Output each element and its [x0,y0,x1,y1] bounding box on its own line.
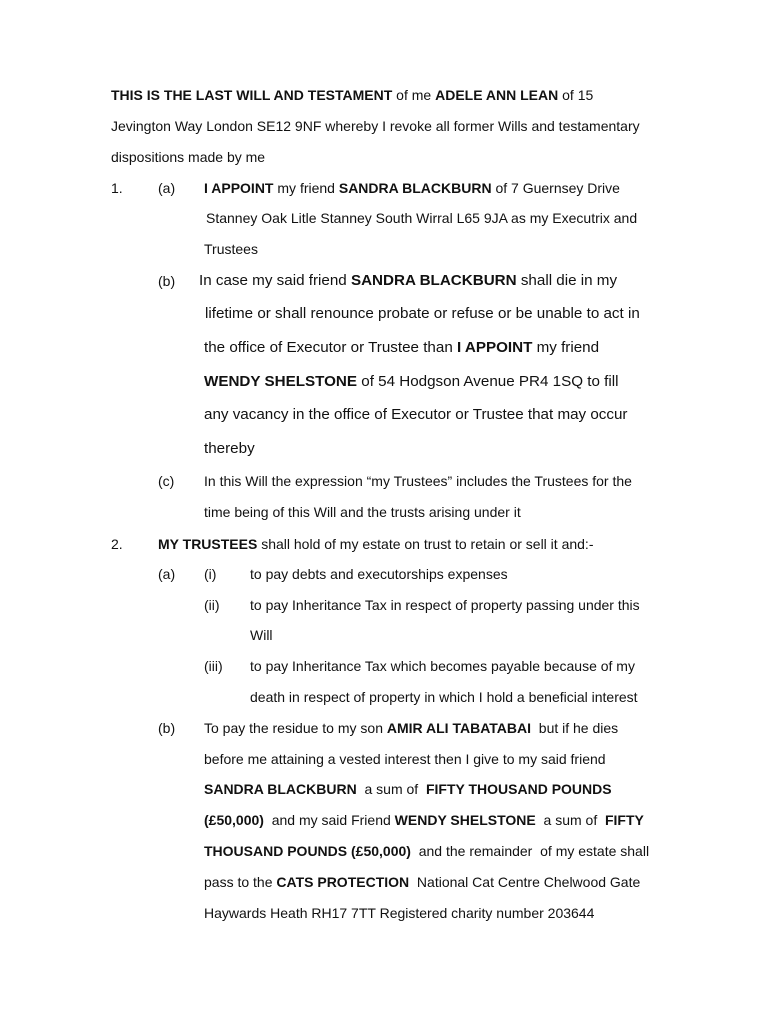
clause-1a-line-1: I APPOINT my friend SANDRA BLACKBURN of 7 Guernsey Drive [204,180,620,196]
clause-1-number: 1. [111,180,123,196]
clause-2a-iii-line-1: to pay Inheritance Tax which becomes payable because of my [250,658,635,674]
clause-2b-line-1: To pay the residue to my son AMIR ALI TABATABAI but if he dies [204,720,619,736]
clause-2b-line-5: THOUSAND POUNDS (£50,000) and the remainder of my estate shall [204,843,650,859]
clause-2a-iii-label: (iii) [204,658,223,674]
clause-2b-label: (b) [158,720,176,736]
clause-1b-line-4: WENDY SHELSTONE of 54 Hodgson Avenue PR4 1SQ to fill [204,373,619,390]
charity-name: CATS PROTECTION [276,874,410,890]
clause-1b-line-3: the office of Executor or Trustee than I APPOINT my friend [204,339,600,356]
clause-2a-ii-line-1: to pay Inheritance Tax in respect of property passing under this [250,597,640,613]
clause-1c-line-1: In this Will the expression “my Trustees” includes the Trustees for the [204,473,632,489]
clause-2a-ii-label: (ii) [204,597,220,613]
clause-2b-line-7: Haywards Heath RH17 7TT Registered charity number 203644 [204,905,595,921]
clause-2a-i-line-1: to pay debts and executorships expenses [250,566,508,582]
clause-2a-i-label: (i) [204,566,217,582]
executrix-name: SANDRA BLACKBURN [338,180,492,196]
clause-1b-line-6: thereby [204,440,255,457]
clause-2-line-1: MY TRUSTEES shall hold of my estate on trust to retain or sell it and:- [158,536,594,552]
clause-1c-line-2: time being of this Will and the trusts arising under it [204,504,521,520]
clause-1b-line-2: lifetime or shall renounce probate or refuse or be unable to act in [205,305,640,322]
intro-line-1: THIS IS THE LAST WILL AND TESTAMENT of me ADELE ANN LEAN of 15 [111,87,594,103]
clause-1b-label: (b) [158,273,176,289]
clause-2b-line-4: (£50,000) and my said Friend WENDY SHELSTONE a sum of FIFTY [204,812,644,828]
clause-1a-line-2: Stanney Oak Litle Stanney South Wirral L65 9JA as my Executrix and [206,210,638,226]
clause-2a-label: (a) [158,566,176,582]
beneficiary-son-name: AMIR ALI TABATABAI [386,720,531,736]
second-executor-name: WENDY SHELSTONE [204,373,358,390]
clause-2a-iii-line-2: death in respect of property in which I hold a beneficial interest [250,689,638,705]
document-heading: THIS IS THE LAST WILL AND TESTAMENT [111,87,393,103]
clause-2b-line-2: before me attaining a vested interest then I give to my said friend [204,751,606,767]
clause-1b-line-5: any vacancy in the office of Executor or Trustee that may occur [204,406,628,423]
testator-name: ADELE ANN LEAN [435,87,559,103]
clause-2b-line-3: SANDRA BLACKBURN a sum of FIFTY THOUSAND POUNDS [204,781,612,797]
trustees-heading: MY TRUSTEES [158,536,258,552]
clause-1a-line-3: Trustees [204,241,258,257]
intro-line-2: Jevington Way London SE12 9NF whereby I revoke all former Wills and testamentary [111,118,640,134]
clause-1c-label: (c) [158,473,175,489]
intro-line-3: dispositions made by me [111,149,266,165]
clause-1b-line-1: In case my said friend SANDRA BLACKBURN shall die in my [199,272,618,289]
clause-2b-line-6: pass to the CATS PROTECTION National Cat Centre Chelwood Gate [204,874,641,890]
clause-1a-label: (a) [158,180,176,196]
clause-2-number: 2. [111,536,123,552]
clause-2a-ii-line-2: Will [250,627,273,643]
